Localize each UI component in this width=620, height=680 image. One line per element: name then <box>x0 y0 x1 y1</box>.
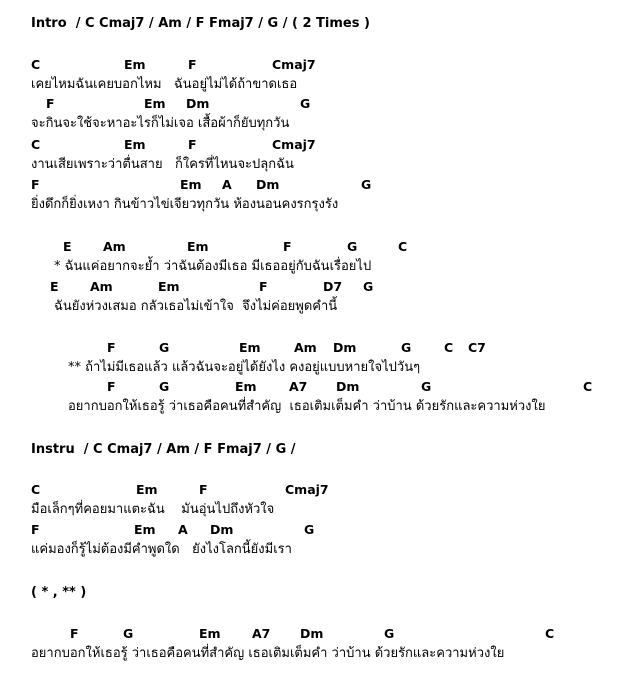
lyric-line: อยากบอกให้เธอรู้ ว่าเธอคือคนที่สำคัญ เธอเติมเต็มคำ ว่าบ้าน ด้วยรักและความห่วงใย <box>31 646 505 661</box>
chord: Em <box>199 626 221 641</box>
chord: F <box>31 522 40 537</box>
chord: C7 <box>468 340 486 355</box>
intro-line: Intro / C Cmaj7 / Am / F Fmaj7 / G / ( 2 Times ) <box>31 16 370 31</box>
chord: G <box>159 340 170 355</box>
chord: Em <box>124 57 146 72</box>
chord: Em <box>180 177 202 192</box>
instru-line: Instru / C Cmaj7 / Am / F Fmaj7 / G / <box>31 442 296 457</box>
chord: Cmaj7 <box>272 137 316 152</box>
chord: C <box>398 239 408 254</box>
lyric-line: จะกินจะใช้จะหาอะไรก็ไม่เจอ เสื้อผ้าก็ยับทุกวัน <box>31 116 290 131</box>
chord: F <box>188 137 197 152</box>
chord: G <box>123 626 134 641</box>
chord: G <box>421 379 432 394</box>
chord: G <box>347 239 358 254</box>
chord: F <box>107 379 116 394</box>
chord: Cmaj7 <box>272 57 316 72</box>
chord: F <box>46 96 55 111</box>
chord: G <box>304 522 315 537</box>
chord: Dm <box>210 522 234 537</box>
chord: C <box>545 626 555 641</box>
chord: A <box>178 522 188 537</box>
chord: F <box>31 177 40 192</box>
chord: A7 <box>252 626 271 641</box>
chord: Am <box>103 239 126 254</box>
chord: Em <box>134 522 156 537</box>
chord: G <box>401 340 412 355</box>
chord: Em <box>124 137 146 152</box>
chord: F <box>199 482 208 497</box>
repeat-marker: ( * , ** ) <box>31 585 87 600</box>
chord: Dm <box>256 177 280 192</box>
chord: G <box>384 626 395 641</box>
lyric-line: ยิ่งดึกก็ยิ่งเหงา กินข้าวไข่เจียวทุกวัน ห้องนอนคงรกรุงรัง <box>31 197 339 212</box>
chord: Am <box>90 279 113 294</box>
chord: C <box>31 57 41 72</box>
chord: C <box>444 340 454 355</box>
chord: C <box>31 482 41 497</box>
chord: E <box>63 239 72 254</box>
chord: F <box>188 57 197 72</box>
chord: F <box>70 626 79 641</box>
chord: G <box>300 96 311 111</box>
chord: Dm <box>333 340 357 355</box>
lyric-line: แค่มองก็รู้ไม่ต้องมีคำพูดใด ยังไงโลกนี้ยังมีเรา <box>31 542 292 557</box>
lyric-line: * ฉันแค่อยากจะย้ำ ว่าฉันต้องมีเธอ มีเธออยู่กับฉันเรื่อยไป <box>54 259 372 274</box>
chord: G <box>159 379 170 394</box>
lyric-line: อยากบอกให้เธอรู้ ว่าเธอคือคนที่สำคัญ เธอเติมเต็มคำ ว่าบ้าน ด้วยรักและความห่วงใย <box>68 399 546 414</box>
lyric-line: งานเสียเพราะว่าตื่นสาย ก็ใครที่ไหนจะปลุกฉัน <box>31 157 294 172</box>
lyric-line: เคยไหมฉันเคยบอกไหม ฉันอยู่ไม่ได้ถ้าขาดเธอ <box>31 77 298 92</box>
chord: C <box>31 137 41 152</box>
chord: F <box>259 279 268 294</box>
chord: F <box>283 239 292 254</box>
chord: G <box>361 177 372 192</box>
lyric-line: ** ถ้าไม่มีเธอแล้ว แล้วฉันจะอยู่ได้ยังไง คงอยู่แบบหายใจไปวันๆ <box>68 360 421 375</box>
chord: Em <box>158 279 180 294</box>
chord: Dm <box>186 96 210 111</box>
chord: Am <box>294 340 317 355</box>
chord: A7 <box>289 379 308 394</box>
chord: Em <box>136 482 158 497</box>
chord: A <box>222 177 232 192</box>
chord: Em <box>187 239 209 254</box>
chord: C <box>583 379 593 394</box>
chord: Em <box>235 379 257 394</box>
chord: D7 <box>323 279 343 294</box>
chord: Dm <box>300 626 324 641</box>
chord: E <box>50 279 59 294</box>
chord: Dm <box>336 379 360 394</box>
chord: Em <box>144 96 166 111</box>
chord: Em <box>239 340 261 355</box>
chord: G <box>363 279 374 294</box>
lyric-line: มือเล็กๆที่คอยมาแตะฉัน มันอุ่นไปถึงหัวใจ <box>31 502 275 517</box>
chord: Cmaj7 <box>285 482 329 497</box>
chord: F <box>107 340 116 355</box>
lyric-line: ฉันยังห่วงเสมอ กลัวเธอไม่เข้าใจ จึงไม่ค่อยพูดคำนี้ <box>54 299 338 314</box>
